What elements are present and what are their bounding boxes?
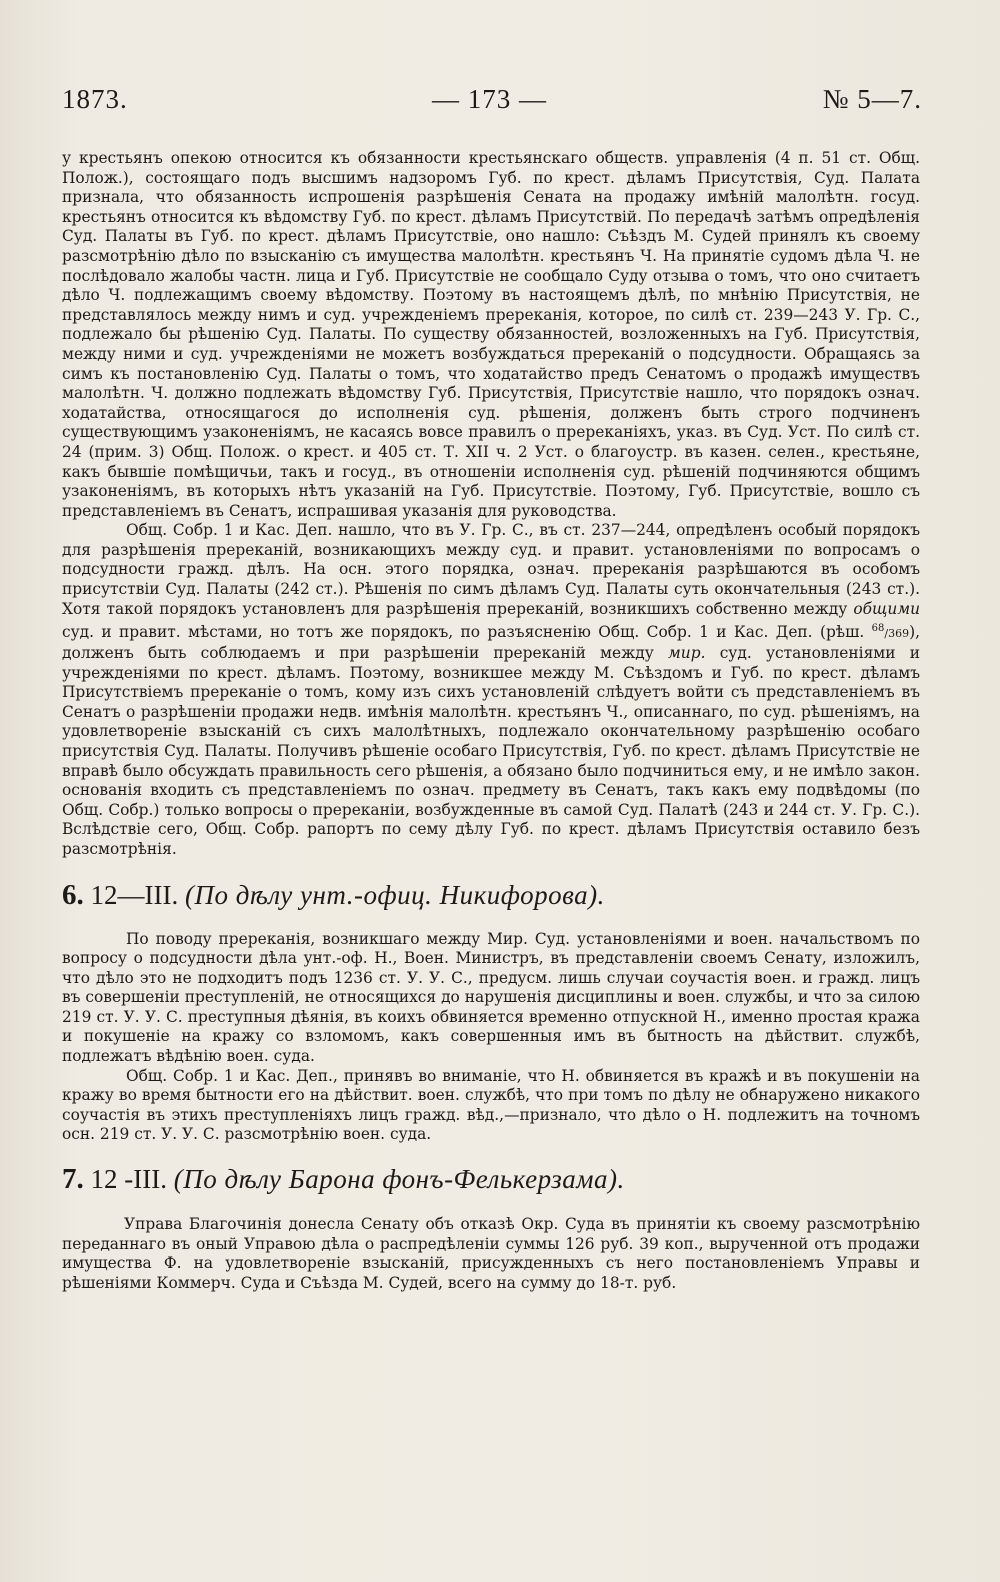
paragraph-2-sup: 68 <box>871 623 885 635</box>
paragraph-2-emphasis-2: мир. <box>668 643 706 662</box>
paragraph-2-sub: /369 <box>884 627 910 641</box>
paragraph-5: Управа Благочинія донесла Сенату объ отказѣ Окр. Суда въ принятіи къ своему разсмотрѣнію переданнаго въ оный Управою дѣла о распредѣленіи суммы 126 руб. 39 коп., вырученной отъ продажи имущества Ф. на удовлетвореніе взысканій, присужденныхъ съ него постановленіемъ Управы и рѣшеніями Коммерч. Суда и Съѣзда М. Судей, всего на сумму до 18-т. руб. <box>62 1215 920 1292</box>
section-7-date: 12 -III. <box>90 1164 167 1195</box>
header-page-number: — 173 — <box>432 84 547 114</box>
paragraph-2-text-a: Общ. Собр. 1 и Кас. Деп. нашло, что въ У. Гр. С., въ ст. 237—244, опредѣленъ особый порядокъ для разрѣшенія пререканій, возникающихъ между суд. и правит. установленіями по вопросамъ о подсудности гражд. дѣлъ. На осн. этого порядка, означ. пререканія разрѣшаются въ особомъ присутствіи Суд. Палаты (242 ст.). Рѣшенія по симъ дѣламъ Суд. Палаты суть окончательныя (243 ст.). Хотя такой порядокъ установленъ для разрѣшенія пререканій, возникшихъ собственно между <box>62 521 920 618</box>
section-6-title: (По дѣлу унт.-офиц. Никифорова). <box>184 879 605 910</box>
header-issue-number: № 5—7. <box>822 84 922 114</box>
section-7-title: (По дѣлу Барона фонъ-Фелькерзама). <box>173 1164 625 1195</box>
document-body <box>62 149 920 1293</box>
paragraph-2-text-c: ), долженъ быть соблюдаемъ и при разрѣшеніи пререканій между <box>62 623 920 662</box>
paragraph-2-emphasis-1: общими <box>853 599 920 618</box>
section-6-number: 6. <box>62 878 84 911</box>
paragraph-4: Общ. Собр. 1 и Кас. Деп., принявъ во вниманіе, что Н. обвиняется въ кражѣ и въ покушеніи на кражу во время бытности его на дѣйствит. воен. службѣ, что при томъ по дѣлу не обнаружено никакого соучастія въ этихъ преступленіяхъ лицъ гражд. вѣд.,—признало, что дѣло о Н. подлежитъ на точномъ осн. 219 ст. У. У. С. разсмотрѣнію воен. суда. <box>62 1066 920 1144</box>
header-year: 1873. <box>62 84 128 114</box>
paragraph-2-text-b: суд. и правит. мѣстами, но тотъ же порядокъ, по разъясненію Общ. Собр. 1 и Кас. Деп. (рѣш. <box>62 623 865 642</box>
section-7-heading <box>62 1162 920 1196</box>
section-7-number: 7. <box>62 1163 84 1196</box>
section-6-date: 12—III. <box>90 879 179 910</box>
paragraph-1: у крестьянъ опекою относится къ обязанности крестьянскаго обществ. управленія (4 п. 51 ст. Общ. Полож.), состоящаго подъ высшимъ надзоромъ Губ. по крест. дѣламъ Присутствія, Суд. Палата признала, что обязанность испрошенія разрѣшенія Сената на продажу имѣній малолѣтн. госуд. крестьянъ относится къ вѣдомству Губ. по крест. дѣламъ Присутствій. По передачѣ затѣмъ опредѣленія Суд. Палаты въ Губ. по крест. дѣламъ Присутствіе, оно нашло: Съѣздъ М. Судей принялъ къ своему разсмотрѣнію дѣло по взысканію съ имущества малолѣтн. крестьянъ Ч. На принятіе судомъ дѣла Ч. не послѣдовало жалобы частн. лица и Губ. Присутствіе не сообщало Суду отзыва о томъ, что оно считаетъ дѣло Ч. подлежащимъ своему вѣдомству. Поэтому въ настоящемъ дѣлѣ, по мнѣнію Присутствія, не представлялось между нимъ и суд. учрежденіемъ пререканія, которое, по силѣ ст. 239—243 У. Гр. С., подлежало бы рѣшенію Суд. Палаты. По существу обязанностей, возложенныхъ на Губ. Присутствія, между ними и суд. учрежденіями не можетъ возбуждаться пререканій о подсудности. Обращаясь за симъ къ постановленію Суд. Палаты о томъ, что ходатайство предъ Сенатомъ о продажѣ имуществъ малолѣтн. Ч. должно подлежать вѣдомству Губ. Присутствія, Присутствіе нашло, что порядокъ означ. ходатайства, относящагося до исполненія суд. рѣшенія, долженъ быть строго подчиненъ существующимъ узаконеніямъ, не касаясь вовсе правилъ о пререканіяхъ, указ. въ Суд. Уст. По силѣ ст. 24 (прим. 3) Общ. Полож. о крест. и 405 ст. Т. XII ч. 2 Уст. о благоустр. въ казен. селен., крестьяне, какъ бывшіе помѣщичьи, такъ и госуд., въ отношеніи исполненія суд. рѣшеній подчиняются общимъ узаконеніямъ, въ которыхъ нѣтъ указаній на Губ. Присутствіе. Поэтому, Губ. Присутствіе, вошло съ представленіемъ въ Сенатъ, испрашивая указанія для руководства. <box>62 149 920 520</box>
paragraph-2-text-d: суд. установленіями и учрежденіями по крест. дѣламъ. Поэтому, возникшее между М. Съѣздомъ и Губ. по крест. дѣламъ Присутствіемъ пререканіе о томъ, кому изъ сихъ установленій слѣдуетъ войти съ представленіемъ въ Сенатъ о разрѣшеніи продажи недв. имѣнія малолѣтн. крестьянъ Ч., описаннаго, по суд. рѣшеніямъ, на удовлетвореніе взысканій съ сихъ малолѣтныхъ, подлежало окончательному разрѣшенію особаго присутствія Суд. Палаты. Получивъ рѣшеніе особаго Присутствія, Губ. по крест. дѣламъ Присутствіе не вправѣ было обсуждать правильность сего рѣшенія, а обязано было подчиниться ему, и не имѣло закон. основанія входить съ представленіемъ по означ. предмету въ Сенатъ, такъ какъ ему подвѣдомы (по Общ. Собр.) только вопросы о пререканіи, возбужденные въ самой Суд. Палатѣ (243 и 244 ст. У. Гр. С.). Вслѣдствіе сего, Общ. Собр. рапортъ по сему дѣлу Губ. по крест. дѣламъ Присутствія оставило безъ разсмотрѣнія. <box>62 643 920 858</box>
paragraph-2 <box>62 521 920 859</box>
page-header <box>62 84 922 124</box>
paragraph-3: По поводу пререканія, возникшаго между Мир. Суд. установленіями и воен. начальствомъ по вопросу о подсудности дѣла унт.-оф. Н., Воен. Министръ, въ представленіи своемъ Сенату, изложилъ, что дѣло это не подходитъ подъ 1236 ст. У. У. С., предусм. лишь случаи соучастія воен. и гражд. лицъ въ совершеніи преступленій, не относящихся до нарушенія дисциплины и воен. службы, и что за силою 219 ст. У. У. С. преступныя дѣянія, въ коихъ обвиняется временно отпускной Н., именно простая кража и покушеніе на кражу со взломомъ, какъ совершенныя имъ въ бытность на дѣйствит. службѣ, подлежатъ вѣдѣнію воен. суда. <box>62 929 920 1066</box>
section-6-heading <box>62 878 920 912</box>
